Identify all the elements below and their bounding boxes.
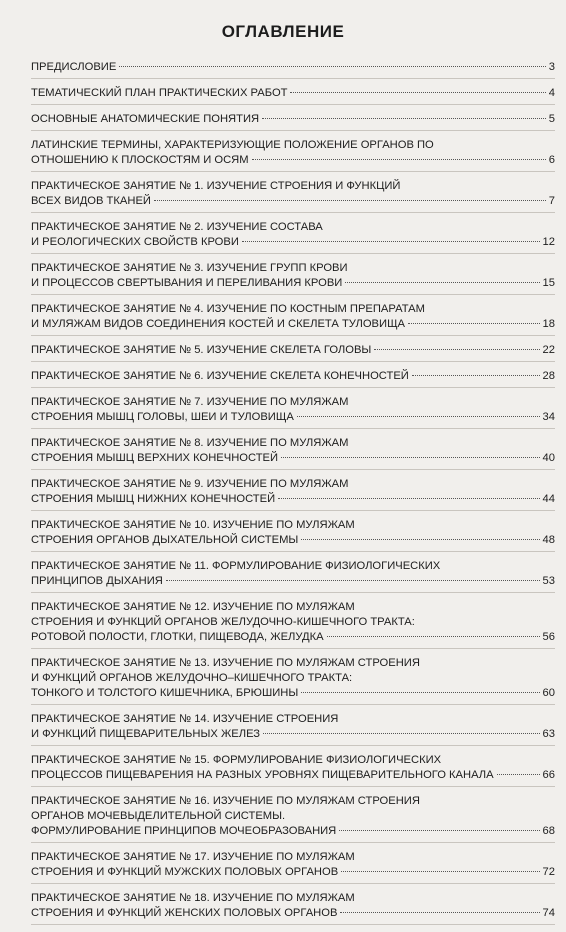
entry-divider [31, 842, 555, 843]
toc-entry-title: ВСЕХ ВИДОВ ТКАНЕЙ [31, 195, 151, 207]
entry-divider [31, 171, 555, 172]
page-number: 7 [548, 195, 555, 207]
dot-leader [327, 636, 540, 637]
toc-entry-last-line [31, 153, 555, 168]
toc-entry[interactable] [31, 850, 555, 880]
toc-entry-title: ТЕМАТИЧЕСКИЙ ПЛАН ПРАКТИЧЕСКИХ РАБОТ [31, 87, 288, 99]
toc-entry-last-line [31, 235, 555, 250]
toc-entry-title: СТРОЕНИЯ И ФУНКЦИЙ МУЖСКИХ ПОЛОВЫХ ОРГАНОВ [31, 866, 339, 878]
toc-entry-title: И ПРОЦЕССОВ СВЕРТЫВАНИЯ И ПЕРЕЛИВАНИЯ КРОВИ [31, 277, 343, 289]
toc-entry-line: ПРАКТИЧЕСКОЕ ЗАНЯТИЕ № 15. ФОРМУЛИРОВАНИЕ ФИЗИОЛОГИЧЕСКИХ [31, 754, 442, 766]
entry-divider [31, 253, 555, 254]
entry-divider [31, 212, 555, 213]
toc-entry-last-line [31, 410, 555, 425]
dot-leader [119, 66, 545, 67]
toc-entry-last-line [31, 60, 555, 75]
page-number: 40 [542, 452, 555, 464]
toc-entry-line: ПРАКТИЧЕСКОЕ ЗАНЯТИЕ № 9. ИЗУЧЕНИЕ ПО МУЛЯЖАМ [31, 478, 349, 490]
page-number: 68 [542, 825, 555, 837]
toc-entry-title: ПРЕДИСЛОВИЕ [31, 61, 117, 73]
entry-divider [31, 592, 555, 593]
toc-entry-last-line [31, 369, 555, 384]
toc-entry[interactable] [31, 477, 555, 507]
toc-entry[interactable] [31, 559, 555, 589]
toc-entry[interactable] [31, 60, 555, 75]
toc-entry-last-line [31, 865, 555, 880]
toc-entry-last-line [31, 824, 555, 839]
dot-leader [345, 282, 539, 283]
toc-entry-title: ОСНОВНЫЕ АНАТОМИЧЕСКИЕ ПОНЯТИЯ [31, 113, 260, 125]
dot-leader [341, 871, 539, 872]
page-number: 56 [542, 631, 555, 643]
dot-leader [412, 375, 540, 376]
toc-entry-last-line [31, 727, 555, 742]
toc-entry[interactable] [31, 369, 555, 384]
toc-entry-last-line [31, 451, 555, 466]
page-number: 74 [542, 907, 555, 919]
page-number: 28 [542, 370, 555, 382]
entry-divider [31, 883, 555, 884]
table-of-contents [31, 60, 555, 932]
toc-entry-title: И МУЛЯЖАМ ВИДОВ СОЕДИНЕНИЯ КОСТЕЙ И СКЕЛЕТА ТУЛОВИЩА [31, 318, 406, 330]
toc-entry[interactable] [31, 753, 555, 783]
toc-entry-last-line [31, 343, 555, 358]
toc-entry-title: ФОРМУЛИРОВАНИЕ ПРИНЦИПОВ МОЧЕОБРАЗОВАНИЯ [31, 825, 337, 837]
entry-divider [31, 361, 555, 362]
toc-entry-last-line [31, 112, 555, 127]
toc-entry-line: ПРАКТИЧЕСКОЕ ЗАНЯТИЕ № 12. ИЗУЧЕНИЕ ПО МУЛЯЖАМ [31, 601, 355, 613]
toc-entry[interactable] [31, 86, 555, 101]
toc-entry-title: ОТНОШЕНИЮ К ПЛОСКОСТЯМ И ОСЯМ [31, 154, 249, 166]
dot-leader [290, 92, 545, 93]
dot-leader [262, 118, 546, 119]
toc-entry-line: ПРАКТИЧЕСКОЕ ЗАНЯТИЕ № 16. ИЗУЧЕНИЕ ПО МУЛЯЖАМ СТРОЕНИЯ [31, 795, 420, 807]
entry-divider [31, 469, 555, 470]
toc-entry-title: СТРОЕНИЯ МЫШЦ ВЕРХНИХ КОНЕЧНОСТЕЙ [31, 452, 279, 464]
page-number: 72 [542, 866, 555, 878]
toc-entry-line: ПРАКТИЧЕСКОЕ ЗАНЯТИЕ № 13. ИЗУЧЕНИЕ ПО МУЛЯЖАМ СТРОЕНИЯ [31, 657, 420, 669]
page-number: 15 [542, 277, 555, 289]
toc-entry-line: ОРГАНОВ МОЧЕВЫДЕЛИТЕЛЬНОЙ СИСТЕМЫ. [31, 810, 286, 822]
toc-entry-line: ПРАКТИЧЕСКОЕ ЗАНЯТИЕ № 10. ИЗУЧЕНИЕ ПО МУЛЯЖАМ [31, 519, 355, 531]
toc-entry[interactable] [31, 112, 555, 127]
toc-entry-title: ПРАКТИЧЕСКОЕ ЗАНЯТИЕ № 5. ИЗУЧЕНИЕ СКЕЛЕТА ГОЛОВЫ [31, 344, 372, 356]
entry-divider [31, 104, 555, 105]
entry-divider [31, 704, 555, 705]
toc-entry-title: СТРОЕНИЯ И ФУНКЦИЙ ЖЕНСКИХ ПОЛОВЫХ ОРГАНОВ [31, 907, 338, 919]
entry-divider [31, 551, 555, 552]
page-number: 44 [542, 493, 555, 505]
toc-entry[interactable] [31, 436, 555, 466]
entry-divider [31, 335, 555, 336]
toc-entry-line: ПРАКТИЧЕСКОЕ ЗАНЯТИЕ № 7. ИЗУЧЕНИЕ ПО МУЛЯЖАМ [31, 396, 349, 408]
toc-entry-title: ПРИНЦИПОВ ДЫХАНИЯ [31, 575, 163, 587]
page-number: 22 [542, 344, 555, 356]
toc-entry[interactable] [31, 794, 555, 839]
toc-entry-last-line [31, 630, 555, 645]
toc-entry-line: ПРАКТИЧЕСКОЕ ЗАНЯТИЕ № 14. ИЗУЧЕНИЕ СТРОЕНИЯ [31, 713, 339, 725]
toc-entry[interactable] [31, 518, 555, 548]
toc-entry-title: СТРОЕНИЯ ОРГАНОВ ДЫХАТЕЛЬНОЙ СИСТЕМЫ [31, 534, 299, 546]
entry-divider [31, 294, 555, 295]
toc-entry[interactable] [31, 302, 555, 332]
entry-divider [31, 387, 555, 388]
dot-leader [339, 830, 539, 831]
page-number: 6 [548, 154, 555, 166]
toc-entry-last-line [31, 906, 555, 921]
page-number: 18 [542, 318, 555, 330]
toc-entry-title: ПРОЦЕССОВ ПИЩЕВАРЕНИЯ НА РАЗНЫХ УРОВНЯХ ПИЩЕВАРИТЕЛЬНОГО КАНАЛА [31, 769, 494, 781]
toc-entry-line: ПРАКТИЧЕСКОЕ ЗАНЯТИЕ № 3. ИЗУЧЕНИЕ ГРУПП КРОВИ [31, 262, 348, 274]
toc-entry-line: ПРАКТИЧЕСКОЕ ЗАНЯТИЕ № 8. ИЗУЧЕНИЕ ПО МУЛЯЖАМ [31, 437, 349, 449]
toc-entry-title: СТРОЕНИЯ МЫШЦ ГОЛОВЫ, ШЕИ И ТУЛОВИЩА [31, 411, 294, 423]
entry-divider [31, 428, 555, 429]
toc-entry[interactable] [31, 656, 555, 701]
toc-entry[interactable] [31, 179, 555, 209]
dot-leader [242, 241, 540, 242]
dot-leader [340, 912, 539, 913]
entry-divider [31, 78, 555, 79]
dot-leader [408, 323, 540, 324]
toc-entry-last-line [31, 492, 555, 507]
page-number: 53 [542, 575, 555, 587]
dot-leader [278, 498, 539, 499]
toc-entry-title: ПРАКТИЧЕСКОЕ ЗАНЯТИЕ № 6. ИЗУЧЕНИЕ СКЕЛЕТА КОНЕЧНОСТЕЙ [31, 370, 409, 382]
toc-entry-line: ПРАКТИЧЕСКОЕ ЗАНЯТИЕ № 2. ИЗУЧЕНИЕ СОСТАВА [31, 221, 323, 233]
toc-entry-line: ПРАКТИЧЕСКОЕ ЗАНЯТИЕ № 11. ФОРМУЛИРОВАНИЕ ФИЗИОЛОГИЧЕСКИХ [31, 560, 441, 572]
page-number: 34 [542, 411, 555, 423]
toc-entry[interactable] [31, 138, 555, 168]
toc-entry-line: ПРАКТИЧЕСКОЕ ЗАНЯТИЕ № 17. ИЗУЧЕНИЕ ПО МУЛЯЖАМ [31, 851, 355, 863]
toc-entry-line: ПРАКТИЧЕСКОЕ ЗАНЯТИЕ № 18. ИЗУЧЕНИЕ ПО МУЛЯЖАМ [31, 892, 355, 904]
toc-entry-line: ЛАТИНСКИЕ ТЕРМИНЫ, ХАРАКТЕРИЗУЮЩИЕ ПОЛОЖЕНИЕ ОРГАНОВ ПО [31, 139, 434, 151]
page-number: 66 [542, 769, 555, 781]
page-number: 48 [542, 534, 555, 546]
dot-leader [154, 200, 546, 201]
entry-divider [31, 924, 555, 925]
toc-entry[interactable] [31, 220, 555, 250]
dot-leader [263, 733, 539, 734]
page-number: 5 [548, 113, 555, 125]
toc-entry-line: И ФУНКЦИЙ ОРГАНОВ ЖЕЛУДОЧНО–КИШЕЧНОГО ТРАКТА: [31, 672, 353, 684]
toc-entry-title: И ФУНКЦИЙ ПИЩЕВАРИТЕЛЬНЫХ ЖЕЛЕЗ [31, 728, 261, 740]
toc-entry-last-line [31, 768, 555, 783]
toc-entry[interactable] [31, 712, 555, 742]
toc-entry-line: ПРАКТИЧЕСКОЕ ЗАНЯТИЕ № 4. ИЗУЧЕНИЕ ПО КОСТНЫМ ПРЕПАРАТАМ [31, 303, 425, 315]
toc-entry[interactable] [31, 891, 555, 921]
dot-leader [281, 457, 540, 458]
page-title: ОГЛАВЛЕНИЕ [221, 22, 345, 41]
toc-entry-last-line [31, 86, 555, 101]
entry-divider [31, 510, 555, 511]
toc-entry-last-line [31, 574, 555, 589]
page-number: 12 [542, 236, 555, 248]
toc-entry-last-line [31, 317, 555, 332]
dot-leader [297, 416, 540, 417]
entry-divider [31, 786, 555, 787]
toc-entry-line: СТРОЕНИЯ И ФУНКЦИЙ ОРГАНОВ ЖЕЛУДОЧНО-КИШЕЧНОГО ТРАКТА: [31, 616, 415, 628]
page-number: 3 [548, 61, 555, 73]
dot-leader [166, 580, 540, 581]
page-number: 63 [542, 728, 555, 740]
toc-entry[interactable] [31, 395, 555, 425]
entry-divider [31, 648, 555, 649]
toc-entry-title: РОТОВОЙ ПОЛОСТИ, ГЛОТКИ, ПИЩЕВОДА, ЖЕЛУДКА [31, 631, 324, 643]
toc-entry-last-line [31, 533, 555, 548]
toc-entry-title: ТОНКОГО И ТОЛСТОГО КИШЕЧНИКА, БРЮШИНЫ [31, 687, 299, 699]
toc-entry-title: СТРОЕНИЯ МЫШЦ НИЖНИХ КОНЕЧНОСТЕЙ [31, 493, 276, 505]
toc-entry-last-line [31, 686, 555, 701]
entry-divider [31, 745, 555, 746]
dot-leader [497, 774, 540, 775]
dot-leader [301, 692, 539, 693]
toc-entry-title: И РЕОЛОГИЧЕСКИХ СВОЙСТВ КРОВИ [31, 236, 239, 248]
toc-entry-last-line [31, 276, 555, 291]
toc-entry[interactable] [31, 261, 555, 291]
toc-entry[interactable] [31, 600, 555, 645]
toc-entry-last-line [31, 194, 555, 209]
page-number: 60 [542, 687, 555, 699]
dot-leader [301, 539, 539, 540]
entry-divider [31, 130, 555, 131]
page-number: 4 [548, 87, 555, 99]
toc-entry[interactable] [31, 343, 555, 358]
dot-leader [252, 159, 546, 160]
toc-entry-line: ПРАКТИЧЕСКОЕ ЗАНЯТИЕ № 1. ИЗУЧЕНИЕ СТРОЕНИЯ И ФУНКЦИЙ [31, 180, 401, 192]
dot-leader [374, 349, 539, 350]
